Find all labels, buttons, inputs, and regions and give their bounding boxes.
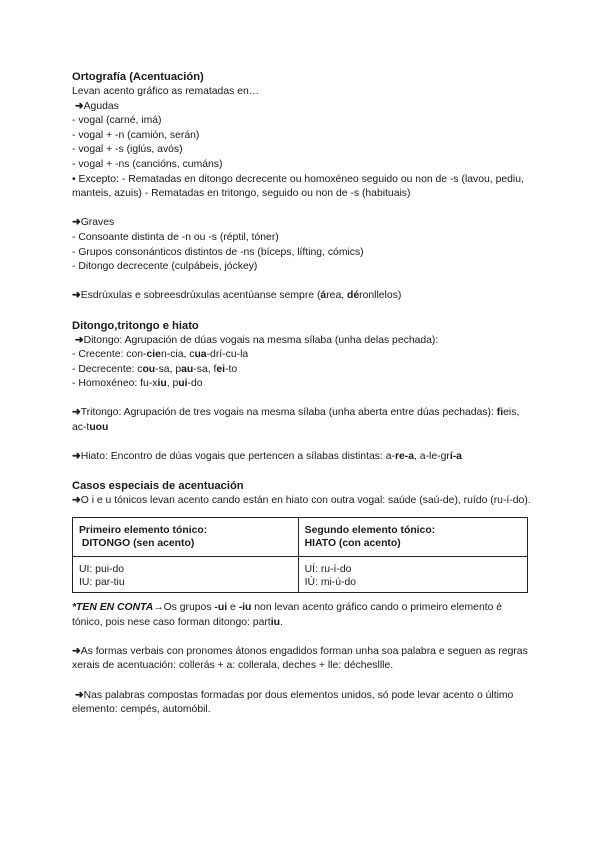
table-row [73,518,528,557]
heading-ortografia: Ortografía (Acentuación) [72,71,204,83]
table-header-cell: Segundo elemento tónico: HIATO (con acento) [298,518,527,557]
arrow-icon: ➜ [74,689,84,701]
table-header-cell: Primeiro elemento tónico: DITONGO (sen acento) [73,518,299,557]
esdruxulas-text: ➜Esdrúxulas e sobreesdrúxulas acentúanse sempre (área, déronllelos) [72,290,402,302]
crecente-example: - Crecente: con-cien-cia, cua-drí-cu-la [72,349,249,361]
agudas-title: ➜Agudas [74,100,119,112]
arrow-icon: ➜ [74,100,84,112]
tritongo-text: ➜Tritongo: Agrupación de tres vogais na mesma sílaba (unha aberta entre dúas pechadas): fieis, ac-tuou [72,407,520,434]
casos-text: ➜O i e u tónicos levan acento cando están en hiato con outra vogal: saúde (saú-de), ruído (ru-í-do). [72,495,531,507]
table-cell: UI: pui-do IU: par-tiu [73,557,299,593]
list-item: - vogal + -n (camión, serán) [72,129,200,141]
list-item: - Ditongo decrecente (culpábeis, jóckey) [72,261,258,273]
homoxeneo-example: - Homoxéneo: fu-xiu, pui-do [72,378,203,390]
arrow-icon: ➜ [72,407,81,419]
excepto-text: • Excepto: - Rematadas en ditongo decrecente ou homoxéneo seguido ou non de -s (lavou, pediu, manteis, azuis) - Rematadas en tritongo, seguido ou non de -s (habituais) [72,173,524,200]
list-item: - vogal + -s (iglús, avós) [72,144,183,156]
ditongo-definition: ➜Ditongo: Agrupación de dúas vogais na mesma sílaba (unha delas pechada): [74,334,439,346]
arrow-icon: ➜ [74,334,84,346]
list-item: - vogal (carné, imá) [72,115,162,127]
compostas-text: ➜Nas palabras compostas formadas por dous elementos unidos, só pode levar acento o último elemento: cempés, automóbil. [72,689,514,716]
arrow-icon: ➜ [72,290,81,302]
hiato-text: ➜Hiato: Encontro de dúas vogais que pertencen a sílabas distintas: a-re-a, a-le-grí-a [72,451,462,463]
table-row [73,557,528,593]
table-cell: UÍ: ru-í-do IÚ: mi-ú-do [298,557,527,593]
intro-text: Levan acento gráfico as rematadas en… [72,86,260,97]
ten-en-conta-text: *TEN EN CONTA→Os grupos -ui e -iu non levan acento gráfico cando o primeiro elemento é tónico, pois nese caso forman ditongo: partiu. [72,602,503,628]
list-item: - Consoante distinta de -n ou -s (réptil, tóner) [72,231,279,243]
heading-ditongo: Ditongo,tritongo e hiato [72,319,199,332]
graves-title: ➜Graves [72,217,115,229]
arrow-icon: ➜ [72,451,81,463]
list-item: - vogal + -ns (cancións, cumáns) [72,158,223,170]
document-page [72,70,532,718]
arrow-icon: ➜ [72,645,81,657]
acentuacion-table [72,517,528,593]
arrow-icon: ➜ [72,495,81,507]
list-item: - Grupos consonánticos distintos de -ns (bíceps, lífting, cómics) [72,246,364,258]
heading-casos: Casos especiais de acentuación [72,480,244,493]
arrow-icon: ➜ [72,217,81,229]
formas-verbais-text: ➜As formas verbais con pronomes átonos engadidos forman unha soa palabra e seguen as regras xerais de acentuación: collerás + a: collerala, deches + lle: déchesllle. [72,645,528,672]
decrecente-example: - Decrecente: cou-sa, pau-sa, fei-to [72,363,238,375]
